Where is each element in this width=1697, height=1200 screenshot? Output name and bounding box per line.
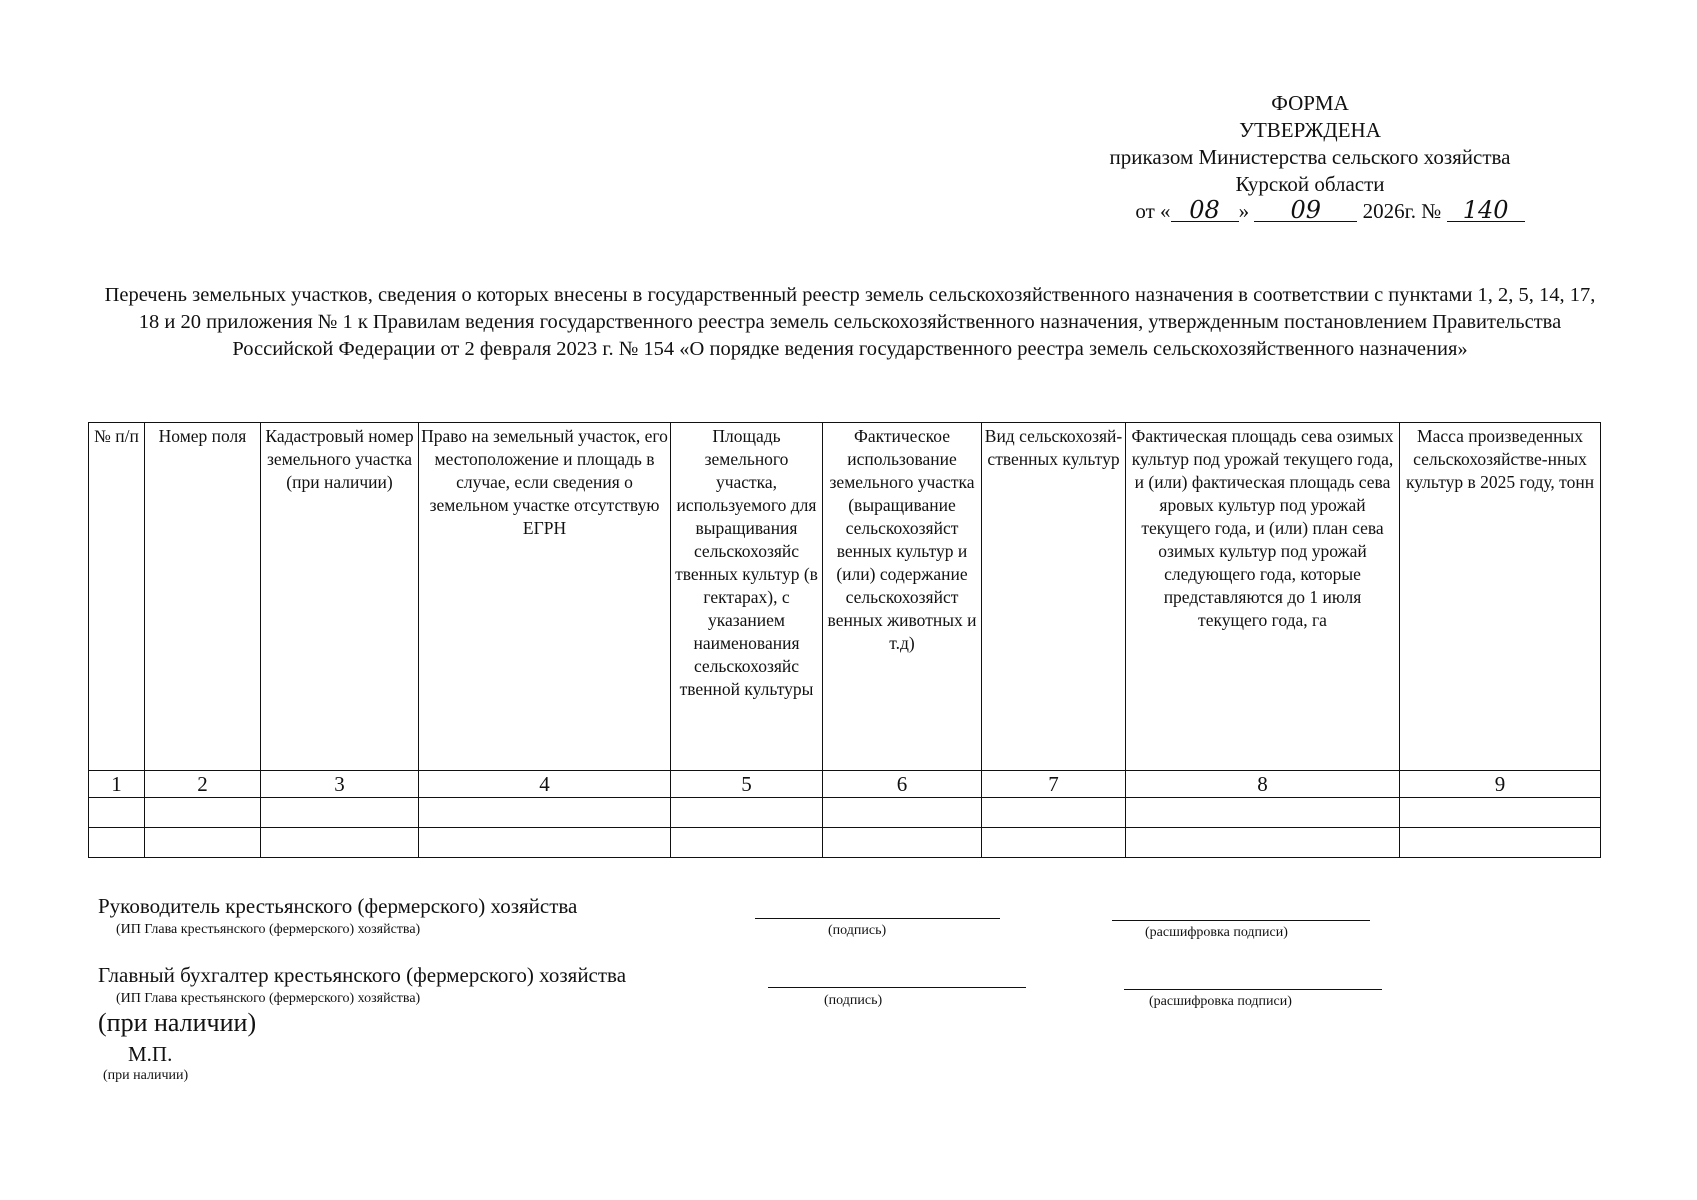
table-cell[interactable] [671, 828, 823, 858]
date-between: » [1238, 199, 1250, 223]
column-number: 6 [823, 771, 982, 798]
table-cell[interactable] [145, 828, 261, 858]
accountant-decoding-caption: (расшифровка подписи) [1149, 994, 1292, 1009]
land-plots-table [88, 422, 1601, 858]
column-number: 3 [261, 771, 419, 798]
table-cell[interactable] [982, 798, 1126, 828]
header-field-number: Номер поля [145, 423, 261, 771]
accountant-decoding-line[interactable] [1124, 969, 1382, 990]
form-label: ФОРМА [1271, 91, 1349, 115]
table-cell[interactable] [671, 798, 823, 828]
table-cell[interactable] [419, 828, 671, 858]
table-cell[interactable] [145, 798, 261, 828]
header-land-right: Право на земельный участок, его местоположение и площадь в случае, если сведения о земельном участке отсутствую ЕГРН [419, 423, 671, 771]
header-crop-type: Вид сельскохозяй-ственных культур [982, 423, 1126, 771]
table-row [89, 828, 1601, 858]
table-row [89, 798, 1601, 828]
date-prefix: от « [1135, 199, 1171, 223]
accountant-signature-title: Главный бухгалтер крестьянского (фермерского) хозяйства [98, 963, 627, 987]
column-number: 1 [89, 771, 145, 798]
head-signature-line[interactable] [755, 898, 1000, 919]
table-cell[interactable] [982, 828, 1126, 858]
order-date-line [1080, 198, 1580, 225]
order-year: 2026г. № [1362, 199, 1442, 223]
accountant-signature-subtitle: (ИП Глава крестьянского (фермерского) хозяйства) [116, 991, 421, 1006]
column-number: 9 [1400, 771, 1601, 798]
table-cell[interactable] [1126, 828, 1400, 858]
header-plot-area: Площадь земельного участка, используемого для выращивания сельскохозяйс твенных культур (в гектарах), с указанием наименования сельскохозяйс твенной культуры [671, 423, 823, 771]
order-region: Курской области [1235, 172, 1385, 196]
approval-block [1040, 90, 1580, 225]
order-day: 08 [1171, 199, 1239, 222]
head-signature-title: Руководитель крестьянского (фермерского) хозяйства [98, 894, 578, 918]
header-crop-mass: Масса произведенных сельскохозяйстве-нных культур в 2025 году, тонн [1400, 423, 1601, 771]
column-number: 7 [982, 771, 1126, 798]
table-cell[interactable] [89, 798, 145, 828]
table-cell[interactable] [1126, 798, 1400, 828]
table-header-row [89, 423, 1601, 771]
column-number: 5 [671, 771, 823, 798]
approved-label: УТВЕРЖДЕНА [1239, 118, 1381, 142]
accountant-if-available: (при наличии) [98, 1008, 257, 1037]
column-number: 2 [145, 771, 261, 798]
header-actual-use: Фактическое использование земельного участка (выращивание сельскохозяйст венных культур и (или) содержание сельскохозяйст венных животных и т.д) [823, 423, 982, 771]
table-cell[interactable] [1400, 828, 1601, 858]
header-cadastral-number: Кадастровый номер земельного участка (при наличии) [261, 423, 419, 771]
column-number: 8 [1126, 771, 1400, 798]
table-cell[interactable] [1400, 798, 1601, 828]
table-cell[interactable] [261, 798, 419, 828]
column-number: 4 [419, 771, 671, 798]
header-sowing-area: Фактическая площадь сева озимых культур под урожай текущего года, и (или) фактическая площадь сева яровых культур под урожай текущего года, и (или) план сева озимых культур под урожай следующего года, которые представляются до 1 июля текущего года, га [1126, 423, 1400, 771]
table-cell[interactable] [823, 798, 982, 828]
stamp-subtitle: (при наличии) [103, 1068, 189, 1083]
order-issuer: приказом Министерства сельского хозяйства [1109, 145, 1511, 169]
head-signature-subtitle: (ИП Глава крестьянского (фермерского) хозяйства) [116, 922, 421, 937]
accountant-signature-line[interactable] [768, 967, 1026, 988]
head-decoding-caption: (расшифровка подписи) [1145, 925, 1288, 940]
table-cell[interactable] [823, 828, 982, 858]
order-number: 140 [1447, 199, 1525, 222]
column-number-row [89, 771, 1601, 798]
header-index: № п/п [89, 423, 145, 771]
document-title: Перечень земельных участков, сведения о которых внесены в государственный реестр земель сельскохозяйственного назначения в соответствии с пунктами 1, 2, 5, 14, 17, 18 и 20 приложения № 1 к Правилам ведения государственного реестра земель сельскохозяйственного назначения, утвержденным постановлением Правительства Российской Федерации от 2 февраля 2023 г. № 154 «О порядке ведения государственного реестра земель сельскохозяйственного назначения» [104, 284, 1596, 360]
table-cell[interactable] [419, 798, 671, 828]
order-month: 09 [1254, 199, 1357, 222]
head-signature-caption: (подпись) [828, 923, 887, 938]
head-decoding-line[interactable] [1112, 900, 1370, 921]
stamp-label: М.П. [128, 1042, 173, 1066]
table-cell[interactable] [89, 828, 145, 858]
accountant-signature-caption: (подпись) [824, 993, 883, 1008]
table-cell[interactable] [261, 828, 419, 858]
